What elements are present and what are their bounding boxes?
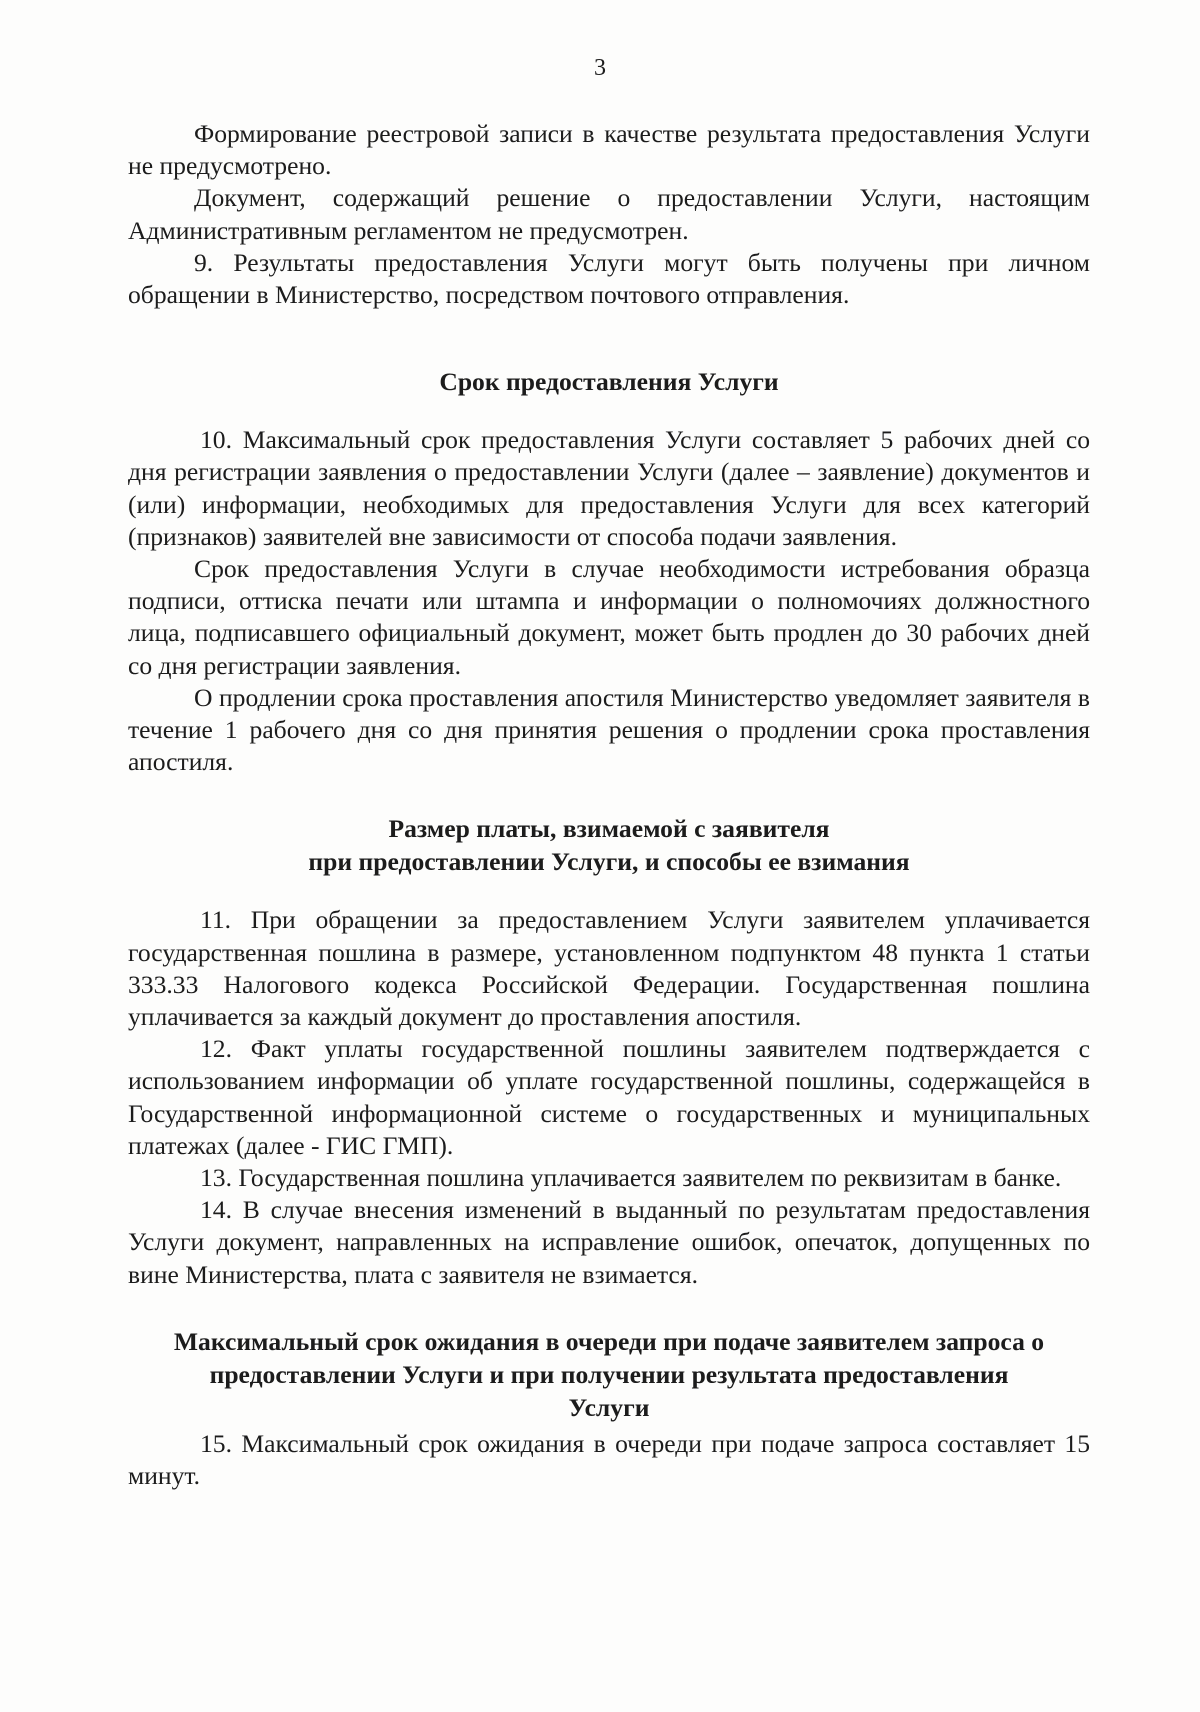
paragraph-item-10: 10. Максимальный срок предоставления Услуги составляет 5 рабочих дней со дня регистрации заявления о предоставлении Услуги (далее – заявление) документов и (или) информации, необходимых для предоставления Услуги для всех категорий (признаков) заявителей вне зависимости от способа подачи заявления. <box>128 425 1090 551</box>
heading-fee-line-2: при предоставлении Услуги, и способы ее взимания <box>308 847 910 877</box>
heading-fee <box>128 812 1090 878</box>
paragraph-item-11: 11. При обращении за предоставлением Услуги заявителем уплачивается государственная пошлина в размере, установленном подпунктом 48 пункта 1 статьи 333.33 Налогового кодекса Российской Федерации. Государственная пошлина уплачивается за каждый документ до проставления апостиля. <box>128 905 1090 1032</box>
heading-queue-line-2: предоставлении Услуги и при получении результата предоставления <box>209 1359 1009 1389</box>
paragraph-item-13: 13. Государственная пошлина уплачивается заявителем по реквизитам в банке. <box>200 1163 1062 1193</box>
heading-queue-line-3: Услуги <box>568 1392 650 1422</box>
heading-fee-line-1: Размер платы, взимаемой с заявителя <box>388 814 830 844</box>
paragraph-extension-notice: О продлении срока проставления апостиля Министерство уведомляет заявителя в течение 1 рабочего дня со дня принятия решения о продлении срока проставления апостиля. <box>128 682 1090 777</box>
paragraph-item-12: 12. Факт уплаты государственной пошлины заявителем подтверждается с использованием информации об уплате государственной пошлины, содержащейся в Государственной информационной системе о государственных и муниципальных платежах (далее - ГИС ГМП). <box>128 1034 1090 1160</box>
paragraph-decision-document: Документ, содержащий решение о предоставлении Услуги, настоящим Административным регламентом не предусмотрен. <box>128 183 1090 245</box>
paragraph-item-14: 14. В случае внесения изменений в выданный по результатам предоставления Услуги документ, направленных на исправление ошибок, опечаток, допущенных по вине Министерства, плата с заявителя не взимается. <box>128 1195 1090 1289</box>
paragraph-item-15: 15. Максимальный срок ожидания в очереди при подаче запроса составляет 15 минут. <box>128 1428 1090 1491</box>
paragraph-term-extension: Срок предоставления Услуги в случае необходимости истребования образца подписи, оттиска печати или штампа и информации о полномочиях должностного лица, подписавшего официальный документ, может быть продлен до 30 рабочих дней со дня регистрации заявления. <box>128 554 1090 680</box>
page-content <box>128 118 1090 1492</box>
heading-service-term: Срок предоставления Услуги <box>439 367 779 397</box>
heading-queue-wait <box>128 1325 1090 1424</box>
heading-queue-line-1: Максимальный срок ожидания в очереди при подаче заявителем запроса о <box>173 1326 1045 1356</box>
page-number: 3 <box>594 55 606 81</box>
paragraph-item-9: 9. Результаты предоставления Услуги могут быть получены при личном обращении в Министерство, посредством почтового отправления. <box>128 247 1090 310</box>
paragraph-registry-record: Формирование реестровой записи в качестве результата предоставления Услуги не предусмотрено. <box>128 119 1090 181</box>
